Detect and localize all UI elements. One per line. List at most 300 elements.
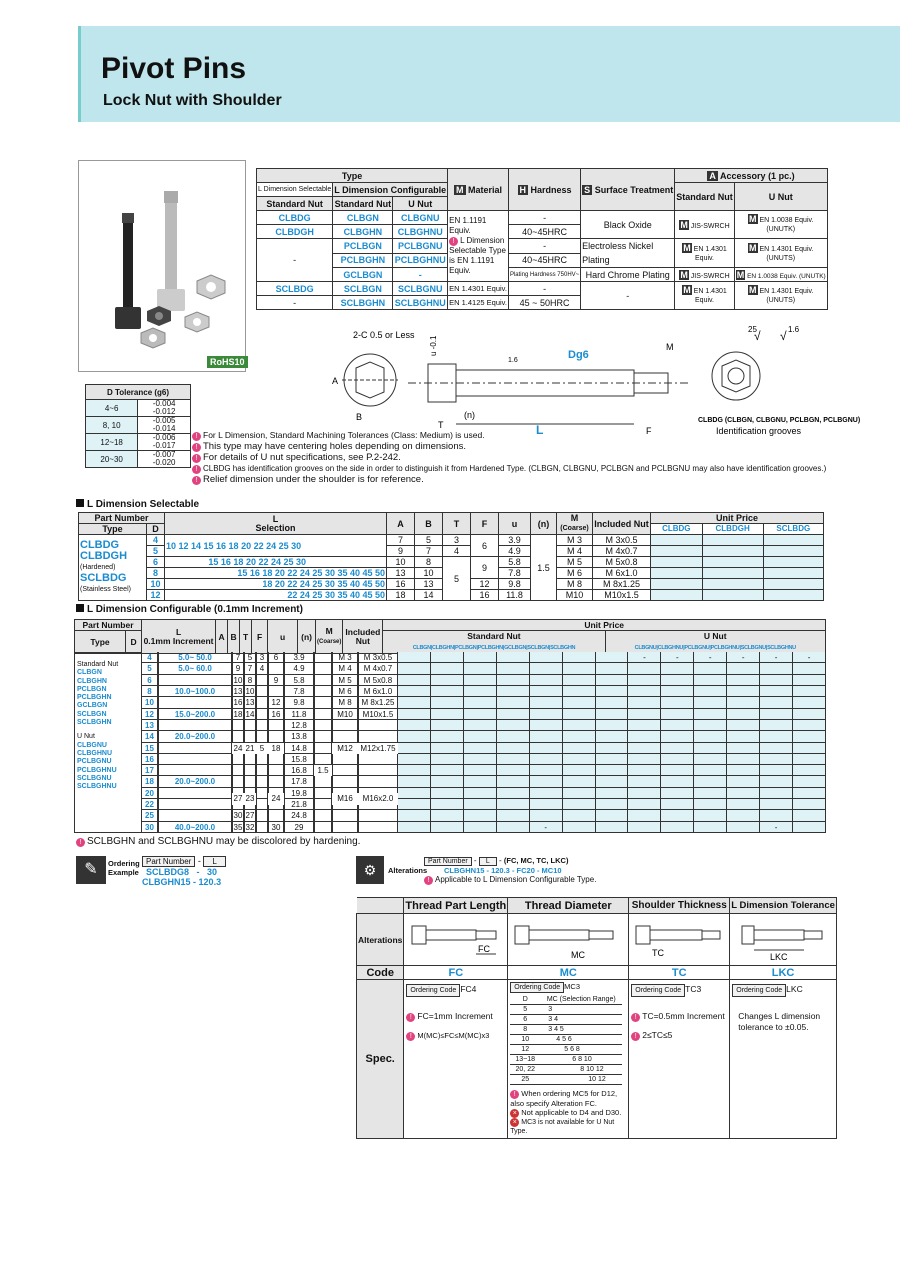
lkc-desc: Changes L dimension tolerance to ±0.05. bbox=[738, 1011, 821, 1032]
cfg-price-cell bbox=[727, 709, 760, 720]
cfg-price-cell bbox=[793, 788, 826, 799]
cfg-price-cell bbox=[563, 743, 596, 754]
cfg-price-cell bbox=[694, 776, 727, 787]
alterations-icon: ⚙ bbox=[356, 856, 384, 884]
cfg-price-cell: - bbox=[760, 822, 793, 833]
cfg-u-cell: 7.8 bbox=[284, 686, 314, 697]
cfg-price-cell bbox=[563, 675, 596, 686]
cfg-price-cell bbox=[727, 686, 760, 697]
cfg-price-cell bbox=[596, 675, 629, 686]
alt-row-code: Code bbox=[357, 966, 404, 980]
note-item: Relief dimension under the shoulder is for reference. bbox=[203, 474, 424, 485]
cfg-price-cell bbox=[628, 743, 661, 754]
th-unit-price: Unit Price bbox=[651, 513, 824, 524]
cfg-price-cell bbox=[563, 799, 596, 810]
mc-range: 8 10 12 bbox=[540, 1065, 622, 1075]
cfg-f-cell bbox=[268, 663, 284, 674]
cfg-u-cell: 15.8 bbox=[284, 754, 314, 765]
roughness-1: 25 bbox=[748, 325, 757, 334]
cfg-a-cell: 16 bbox=[233, 698, 243, 708]
cfg-b-cell: 32 bbox=[245, 822, 255, 832]
mc-range: 3 4 5 bbox=[540, 1025, 622, 1035]
cfg-price-cell bbox=[464, 675, 497, 686]
cfg-price-cell bbox=[727, 822, 760, 833]
f-cell: 12 bbox=[471, 579, 499, 590]
cfg-price-cell bbox=[727, 754, 760, 765]
a-cell: 16 bbox=[387, 579, 415, 590]
cfg-price-cell bbox=[464, 754, 497, 765]
cfg-group-label: 24 bbox=[268, 793, 284, 804]
n-label: (n) bbox=[464, 410, 475, 420]
cfg-d-cell: 8 bbox=[142, 686, 158, 697]
th-price-col: PCLBGHNU bbox=[710, 645, 740, 651]
cfg-price-cell bbox=[628, 697, 661, 708]
dtol-d: 12~18 bbox=[86, 434, 138, 451]
cfg-price-cell bbox=[793, 743, 826, 754]
nut-cell: M 8x1.25 bbox=[593, 579, 651, 590]
cfg-price-cell bbox=[661, 765, 694, 776]
cfg-price-cell bbox=[760, 776, 793, 787]
cfg-price-cell bbox=[398, 731, 431, 742]
cfg-price-cell bbox=[563, 822, 596, 833]
cfg-m-cell: M 6 bbox=[332, 686, 358, 697]
cfg-l-cell: 40.0~200.0 bbox=[158, 822, 232, 833]
cfg-price-cell bbox=[694, 675, 727, 686]
alt-example: CLBGHN15 - 120.3 - FC20 - MC10 bbox=[444, 866, 562, 875]
l-cell: 10 12 14 15 16 18 20 22 24 25 30 bbox=[165, 535, 387, 557]
cfg-price-cell bbox=[431, 810, 464, 821]
lkc-code: LKC bbox=[786, 984, 803, 994]
type-name: SCLBGN bbox=[77, 710, 107, 718]
cfg-price-cell bbox=[628, 731, 661, 742]
cfg-price-cell bbox=[793, 731, 826, 742]
th-price-col: SCLBDG bbox=[763, 524, 823, 535]
roughness-sym-1: √ bbox=[754, 329, 761, 343]
cfg-price-cell bbox=[497, 799, 530, 810]
cfg-b-cell: 27 bbox=[245, 811, 255, 821]
cfg-u-cell: 3.9 bbox=[284, 652, 314, 663]
fc-ordering-code-box: Ordering Code bbox=[406, 984, 460, 997]
cfg-nut-cell: M 4x0.7 bbox=[358, 663, 398, 674]
cfg-price-cell bbox=[661, 709, 694, 720]
cfg-a-cell: 9 bbox=[232, 663, 244, 674]
type-name: SCLBGNU bbox=[77, 774, 112, 782]
lkc-ordering-code-box: Ordering Code bbox=[732, 984, 786, 997]
cfg-price-cell bbox=[497, 731, 530, 742]
technical-drawing bbox=[258, 316, 861, 441]
cfg-group-label: 21 bbox=[245, 743, 255, 753]
cfg-a-cell bbox=[232, 776, 244, 787]
dtol-upper: -0.005 bbox=[152, 416, 176, 425]
n-cell: 1.5 bbox=[531, 535, 557, 601]
note-item: This type may have centering holes depending on dimensions. bbox=[203, 441, 466, 452]
cfg-price-cell: - bbox=[661, 652, 694, 663]
cfg-m-cell bbox=[332, 731, 358, 742]
cfg-price-cell bbox=[760, 788, 793, 799]
cfg-f-cell: 30 bbox=[268, 822, 284, 833]
cfg-nut-cell: M 8x1.25 bbox=[358, 697, 398, 708]
cfg-price-cell bbox=[694, 754, 727, 765]
cfg-price-cell bbox=[661, 663, 694, 674]
cfg-t-cell bbox=[256, 675, 268, 686]
type-cell: - bbox=[393, 268, 448, 282]
cfg-u-cell: 13.8 bbox=[284, 731, 314, 742]
cfg-price-cell bbox=[398, 652, 431, 663]
type-cell: PCLBGHNU bbox=[393, 253, 448, 268]
cfg-price-cell bbox=[760, 663, 793, 674]
type-name: PCLBGHN bbox=[77, 694, 112, 702]
cfg-u-cell: 21.8 bbox=[284, 799, 314, 810]
mc-range: 4 5 6 bbox=[540, 1035, 622, 1045]
th-acc-standard: Standard Nut bbox=[675, 183, 735, 211]
alt-code: LKC bbox=[730, 966, 837, 980]
cfg-price-cell bbox=[661, 743, 694, 754]
cfg-price-cell bbox=[596, 731, 629, 742]
surface-cell: Electroless Nickel Plating bbox=[581, 239, 675, 268]
cfg-b-cell: 10 bbox=[245, 686, 255, 696]
u-cell: 7.8 bbox=[499, 568, 531, 579]
cfg-price-cell bbox=[727, 697, 760, 708]
cfg-d-cell: 22 bbox=[142, 799, 158, 810]
cfg-price-cell bbox=[727, 765, 760, 776]
dtol-d: 20~30 bbox=[86, 451, 138, 468]
cfg-u-cell: 24.8 bbox=[284, 810, 314, 821]
type-cell: PCLBGHN bbox=[333, 253, 393, 268]
section-selectable-title: L Dimension Selectable bbox=[76, 499, 199, 510]
d-tolerance-table bbox=[85, 384, 191, 468]
th-l-selectable: L Dimension Selectable bbox=[257, 183, 333, 197]
th-price-col: PCLBGNU bbox=[684, 645, 710, 651]
th-nut: Nut bbox=[355, 635, 370, 646]
mc-d: 10 bbox=[510, 1035, 540, 1045]
type-cell: SCLBGNU bbox=[393, 282, 448, 296]
cfg-price-cell bbox=[497, 776, 530, 787]
type-name: SCLBGHNU bbox=[77, 783, 117, 791]
cfg-a-cell bbox=[232, 731, 244, 742]
dtol-lower: -0.012 bbox=[152, 407, 176, 416]
cfg-price-cell bbox=[431, 788, 464, 799]
type-name: CLBGNU bbox=[77, 741, 107, 749]
cfg-d-cell: 25 bbox=[142, 810, 158, 821]
cfg-price-cell bbox=[398, 675, 431, 686]
alt-l-box: L bbox=[479, 857, 497, 866]
mc-th-d: D bbox=[510, 995, 540, 1005]
type-name: PCLBGN bbox=[77, 685, 107, 693]
cfg-price-cell bbox=[661, 731, 694, 742]
type-name: CLBGN bbox=[77, 669, 102, 677]
cfg-price-cell bbox=[694, 765, 727, 776]
cfg-f-cell bbox=[268, 686, 284, 697]
cfg-l-cell bbox=[158, 765, 232, 776]
nut-cell: M10x1.5 bbox=[593, 590, 651, 601]
cfg-d-cell: 20 bbox=[142, 788, 158, 799]
mc-range: 10 12 bbox=[540, 1075, 622, 1085]
roughness-2: 1.6 bbox=[788, 325, 800, 334]
product-photo bbox=[78, 160, 246, 372]
tc-drawing bbox=[630, 914, 728, 962]
cfg-price-cell bbox=[628, 675, 661, 686]
cfg-price-cell bbox=[464, 686, 497, 697]
mc-range: 6 8 10 bbox=[540, 1055, 622, 1065]
cfg-price-cell bbox=[760, 810, 793, 821]
th-m: M bbox=[325, 625, 333, 636]
cfg-price-cell bbox=[661, 776, 694, 787]
cfg-price-cell bbox=[793, 697, 826, 708]
th-acc-unut: U Nut bbox=[734, 183, 827, 211]
type-name: PCLBGHNU bbox=[77, 766, 117, 774]
m-cell: M 6 bbox=[557, 568, 593, 579]
cfg-t-cell bbox=[256, 788, 268, 799]
ordering-l-box: L bbox=[203, 856, 225, 867]
cfg-d-cell: 6 bbox=[142, 675, 158, 686]
a-cell: 10 bbox=[387, 557, 415, 568]
cfg-price-cell bbox=[694, 663, 727, 674]
cfg-price-cell bbox=[398, 720, 431, 731]
note-item: CLBDG has identification grooves on the side in order to distinguish it from Hardened Type. (CLBGN, CLBGNU, PCLBGN and PCLBGNU may also have identification grooves.) bbox=[203, 464, 827, 473]
cfg-f-cell bbox=[268, 754, 284, 765]
hardness-cell: - bbox=[508, 282, 580, 296]
m-cell: M 5 bbox=[557, 557, 593, 568]
cfg-price-cell bbox=[661, 822, 694, 833]
type-cell: SCLBGN bbox=[333, 282, 393, 296]
cfg-m-cell: M 3 bbox=[332, 652, 358, 663]
dtol-title: D Tolerance (g6) bbox=[86, 385, 191, 400]
ordering-ex2-l: 120.3 bbox=[198, 877, 222, 887]
a-cell: 7 bbox=[387, 535, 415, 546]
cfg-f-cell bbox=[268, 776, 284, 787]
th-b: B bbox=[415, 513, 443, 535]
ordering-sep: - bbox=[197, 856, 201, 866]
section-configurable-title: L Dimension Configurable (0.1mm Increment) bbox=[76, 604, 303, 615]
cfg-price-cell bbox=[530, 652, 563, 663]
cfg-price-cell bbox=[464, 776, 497, 787]
dtol-upper: -0.006 bbox=[152, 433, 176, 442]
cfg-price-cell bbox=[497, 822, 530, 833]
cfg-price-cell bbox=[497, 652, 530, 663]
th-type: Type bbox=[257, 169, 448, 183]
cfg-d-cell: 5 bbox=[142, 663, 158, 674]
surface-cell: Black Oxide bbox=[581, 211, 675, 239]
cfg-price-cell bbox=[563, 810, 596, 821]
cfg-n-cell bbox=[314, 754, 332, 765]
cfg-d-cell: 18 bbox=[142, 776, 158, 787]
ident-label-2: Identification grooves bbox=[716, 426, 802, 436]
cfg-u-cell: 19.8 bbox=[284, 788, 314, 799]
cfg-price-cell bbox=[398, 822, 431, 833]
cfg-price-cell bbox=[628, 799, 661, 810]
cfg-price-cell bbox=[530, 709, 563, 720]
hardness-cell: - bbox=[508, 239, 580, 254]
th-price-col: CLBGHNU bbox=[657, 645, 684, 651]
a-cell: 9 bbox=[387, 546, 415, 557]
cfg-price-cell bbox=[431, 731, 464, 742]
cfg-nut-cell bbox=[358, 810, 398, 821]
nut-cell: M 4x0.7 bbox=[593, 546, 651, 557]
cfg-price-cell bbox=[760, 697, 793, 708]
rohs-badge: RoHS10 bbox=[207, 356, 248, 368]
type-cell: CLBGHN bbox=[333, 225, 393, 239]
l-cell: 15 16 18 20 22 24 25 30 bbox=[165, 557, 387, 568]
cfg-l-cell bbox=[158, 743, 232, 754]
dtol-d: 4~6 bbox=[86, 400, 138, 417]
cfg-n-cell bbox=[314, 697, 332, 708]
mc-d: 8 bbox=[510, 1025, 540, 1035]
d-label: Dg6 bbox=[568, 349, 589, 361]
cfg-price-cell bbox=[628, 810, 661, 821]
th-u: u bbox=[499, 513, 531, 535]
cfg-price-cell bbox=[628, 686, 661, 697]
cfg-nut-cell bbox=[358, 754, 398, 765]
cfg-n-cell bbox=[314, 822, 332, 833]
cfg-m-cell: M 5 bbox=[332, 675, 358, 686]
dtol-upper: -0.004 bbox=[152, 399, 176, 408]
type-name: CLBGHNU bbox=[77, 749, 112, 757]
cfg-price-cell bbox=[464, 652, 497, 663]
cfg-price-cell bbox=[563, 709, 596, 720]
tc-label: TC bbox=[652, 948, 665, 958]
th-price-col: SCLBGN bbox=[527, 645, 549, 651]
th-m-coarse: (Coarse) bbox=[560, 525, 589, 532]
cfg-group-label: M16x2.0 bbox=[358, 793, 398, 804]
mc-d: 20, 22 bbox=[510, 1065, 540, 1075]
u-cell: 4.9 bbox=[499, 546, 531, 557]
surface-icon: S bbox=[584, 184, 591, 195]
d-cell: 6 bbox=[147, 557, 165, 568]
u-label: u -0.1 bbox=[429, 335, 438, 356]
cfg-price-cell bbox=[563, 765, 596, 776]
th-l: L bbox=[272, 513, 279, 524]
cfg-price-cell bbox=[398, 754, 431, 765]
b-cell: 8 bbox=[415, 557, 443, 568]
lkc-drawing bbox=[738, 914, 828, 962]
th-standard-nut-2: Standard Nut bbox=[334, 198, 392, 209]
alt-codes: (FC, MC, TC, LKC) bbox=[503, 856, 569, 865]
th-price-col: CLBDGH bbox=[702, 524, 763, 535]
th-price-col: CLBGN bbox=[412, 645, 431, 651]
cfg-t-cell bbox=[256, 776, 268, 787]
cfg-group-label: 24 bbox=[233, 743, 243, 753]
cfg-price-cell bbox=[431, 697, 464, 708]
acc-std-cell: EN 1.4301 Equiv. bbox=[693, 288, 727, 304]
cfg-price-cell bbox=[530, 743, 563, 754]
cfg-price-cell bbox=[661, 799, 694, 810]
ordering-ex2: CLBGHN15 bbox=[142, 877, 191, 887]
m-cell: M 4 bbox=[557, 546, 593, 557]
cfg-l-cell: 5.0~ 50.0 bbox=[158, 652, 232, 663]
type-cell: - bbox=[257, 239, 333, 282]
th-included: Included bbox=[345, 626, 381, 637]
mc-drawing bbox=[509, 914, 627, 962]
cfg-price-cell bbox=[464, 765, 497, 776]
mc-d: 5 bbox=[510, 1005, 540, 1015]
f-cell: 6 bbox=[471, 535, 499, 557]
type-note: (Hardened) bbox=[80, 564, 116, 571]
th-m-coarse: (Coarse) bbox=[317, 638, 342, 645]
cfg-f-cell bbox=[268, 810, 284, 821]
hardness-cell: 45 ~ 50HRC bbox=[508, 296, 580, 310]
th-price-col: CLBDG bbox=[651, 524, 703, 535]
cfg-price-cell bbox=[563, 776, 596, 787]
mc-label: MC bbox=[571, 950, 586, 960]
cfg-l-cell: 20.0~200.0 bbox=[158, 731, 232, 742]
alt-note: Applicable to L Dimension Configurable Type. bbox=[435, 875, 597, 884]
cfg-group-label: 23 bbox=[245, 794, 255, 804]
cfg-group-label: 18 bbox=[268, 743, 284, 754]
cfg-nut-cell bbox=[358, 731, 398, 742]
cfg-price-cell bbox=[760, 799, 793, 810]
cfg-group-label: M16 bbox=[332, 793, 358, 804]
t-cell: 3 bbox=[443, 535, 471, 546]
page-subtitle: Lock Nut with Shoulder bbox=[103, 92, 282, 109]
cfg-price-cell bbox=[694, 731, 727, 742]
cfg-u-cell: 12.8 bbox=[284, 720, 314, 731]
cfg-b-cell: 5 bbox=[244, 652, 256, 663]
cfg-u-cell: 17.8 bbox=[284, 776, 314, 787]
cfg-t-cell bbox=[256, 765, 268, 776]
cfg-price-cell bbox=[760, 754, 793, 765]
f-cell: 9 bbox=[471, 557, 499, 579]
type-name: GCLBGN bbox=[77, 702, 108, 710]
cfg-price-cell bbox=[793, 709, 826, 720]
cfg-price-cell bbox=[596, 663, 629, 674]
cfg-t-cell bbox=[256, 731, 268, 742]
d-cell: 4 bbox=[147, 535, 165, 546]
cfg-u-cell: 5.8 bbox=[284, 675, 314, 686]
cfg-u-cell: 11.8 bbox=[284, 709, 314, 720]
d-cell: 10 bbox=[147, 579, 165, 590]
mc-code: MC3 bbox=[564, 982, 581, 991]
cfg-price-cell bbox=[694, 709, 727, 720]
cfg-price-cell bbox=[694, 788, 727, 799]
cfg-price-cell bbox=[431, 663, 464, 674]
th-type: Type bbox=[79, 524, 147, 535]
page-header bbox=[78, 26, 900, 122]
cfg-b-cell: 13 bbox=[245, 698, 255, 708]
t-label: T bbox=[438, 420, 444, 430]
cfg-price-cell bbox=[563, 686, 596, 697]
a-cell: 18 bbox=[387, 590, 415, 601]
cfg-price-cell bbox=[464, 788, 497, 799]
th-standard-nut: Standard Nut bbox=[467, 631, 521, 641]
acc-std-cell: EN 1.4301 Equiv. bbox=[693, 245, 727, 262]
cfg-price-cell bbox=[661, 675, 694, 686]
cfg-d-cell: 10 bbox=[142, 697, 158, 708]
dtol-lower: -0.017 bbox=[152, 441, 176, 450]
cfg-price-cell bbox=[628, 776, 661, 787]
type-table: Type M Material H Hardness S Surface Treatment A Accessory (1 pc.) L Dimension Selectable L Dimension Configurable Standard Nut U Nut Standard Nut Standard Nut U Nut CLBDG CLBGN CLBGNU EN 1.1191 Equiv. ! L Dimension Selectable Type is EN 1.1191 Equiv. - Black Oxide M JIS-SWRCH M EN 1.0038 Equiv. (UNUTK) CLBDGH CLBGHN CLBGHNU 40~45HRC - PCLBGN PCLBGNU - Electroless Nickel Plating M EN 1.4301 Equiv. M EN 1.4301 Equiv. (UNUTS) PCLBGHN PCLBGHNU 40~45HRC GCLBGN - Plating Hardness 750HV~ Hard Chrome Plating M JIS-SWRCH M EN 1.0038 Equiv. (UNUTK) SCLBDG SCLBGN SCLBGNU EN 1.4301 Equiv. - - M EN 1.4301 Equiv. M EN 1.4301 Equiv. (UNUTS) - SCLBGHN SCLBGHNU EN 1.4125 Equiv. 45 ~ 50HRC bbox=[258, 170, 826, 308]
dtol-lower: -0.014 bbox=[152, 424, 176, 433]
cfg-price-cell bbox=[661, 754, 694, 765]
hardness-cell: 40~45HRC bbox=[508, 225, 580, 239]
cfg-price-cell bbox=[497, 686, 530, 697]
cfg-price-cell bbox=[563, 754, 596, 765]
cfg-b-cell bbox=[244, 754, 256, 765]
cfg-price-cell bbox=[464, 709, 497, 720]
cfg-price-cell bbox=[398, 709, 431, 720]
cfg-price-cell bbox=[530, 754, 563, 765]
tc-increment: TC=0.5mm Increment bbox=[642, 1011, 725, 1021]
cfg-price-cell bbox=[563, 652, 596, 663]
cfg-a-cell: 10 bbox=[233, 675, 243, 685]
th-price-col: CLBGHN bbox=[432, 645, 454, 651]
cfg-price-cell bbox=[398, 799, 431, 810]
type-name: CLBGHN bbox=[77, 677, 107, 685]
cfg-nut-cell bbox=[358, 776, 398, 787]
cfg-price-cell bbox=[497, 743, 530, 754]
cfg-price-cell bbox=[661, 720, 694, 731]
type-cell: SCLBGHN bbox=[333, 296, 393, 310]
cfg-price-cell bbox=[431, 822, 464, 833]
